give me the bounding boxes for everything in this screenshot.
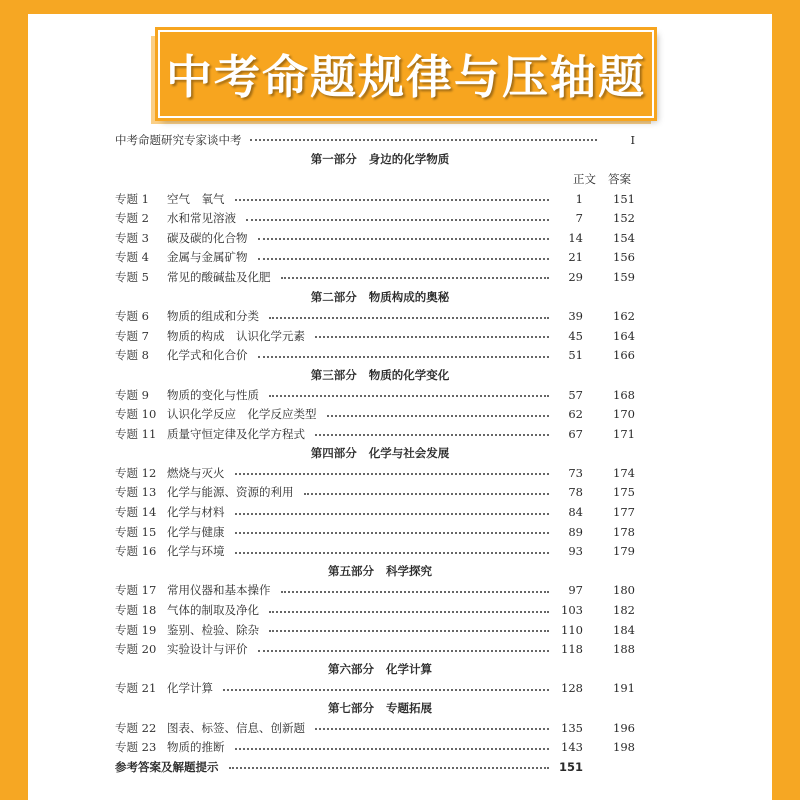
- topic-number: 专题 1: [115, 191, 149, 206]
- topic-title: 燃烧与灭火: [167, 465, 225, 480]
- dot-leader: [229, 766, 550, 769]
- part-label: 第六部分: [328, 661, 374, 676]
- part-name: 专题拓展: [386, 701, 432, 716]
- topic-page: 93: [568, 544, 583, 559]
- part-heading: [115, 150, 635, 170]
- part-heading: [115, 444, 635, 464]
- topic-title: 常用仪器和基本操作: [167, 583, 271, 598]
- dot-leader: [250, 138, 598, 141]
- answer-page: 178: [613, 524, 635, 539]
- topic-page: 57: [568, 387, 583, 402]
- dot-leader: [281, 276, 550, 279]
- dot-leader: [258, 355, 550, 358]
- dot-leader: [258, 237, 550, 240]
- answer-page: 179: [613, 544, 635, 559]
- answer-page: 191: [613, 681, 635, 696]
- topic-page: 29: [568, 269, 583, 284]
- topic-title: 实验设计与评价: [167, 642, 248, 657]
- topic-title: 图表、标签、信息、创新题: [167, 720, 305, 735]
- intro-entry: [115, 130, 635, 150]
- topic-page: 21: [568, 250, 583, 265]
- toc-entry: [115, 267, 635, 287]
- dot-leader: [315, 433, 549, 436]
- part-name: 物质的化学变化: [368, 367, 450, 382]
- answer-page: 188: [613, 642, 635, 657]
- toc-entry: [115, 541, 635, 561]
- toc-entry: [115, 306, 635, 326]
- topic-page: 62: [568, 407, 583, 422]
- toc-entry: [115, 502, 635, 522]
- topic-title: 认识化学反应 化学反应类型: [167, 407, 317, 422]
- dot-leader: [269, 394, 549, 397]
- column-answer-label: 答案: [608, 171, 631, 186]
- intro-title: 中考命题研究专家谈中考: [115, 132, 242, 147]
- topic-number: 专题 20: [115, 642, 157, 657]
- toc-entry: [115, 718, 635, 738]
- intro-page: Ⅰ: [630, 132, 635, 147]
- answer-page: 196: [613, 720, 635, 735]
- topic-page: 7: [575, 211, 583, 226]
- topic-title: 物质的变化与性质: [167, 387, 259, 402]
- topic-title: 化学与材料: [167, 505, 225, 520]
- part-heading: [115, 561, 635, 581]
- topic-number: 专题 4: [115, 250, 149, 265]
- topic-number: 专题 7: [115, 328, 149, 343]
- answer-page: 180: [613, 583, 635, 598]
- topic-page: 103: [561, 603, 583, 618]
- dot-leader: [235, 472, 550, 475]
- topic-page: 97: [568, 583, 583, 598]
- dot-leader: [304, 492, 550, 495]
- topic-page: 67: [568, 426, 583, 441]
- answer-page: 198: [613, 740, 635, 755]
- column-main-label: 正文: [573, 171, 596, 186]
- topic-number: 专题 14: [115, 505, 157, 520]
- topic-number: 专题 22: [115, 720, 157, 735]
- toc-entry: [115, 208, 635, 228]
- topic-title: 空气 氧气: [167, 191, 225, 206]
- topic-page: 118: [561, 642, 583, 657]
- answer-page: 170: [613, 407, 635, 422]
- part-label: 第七部分: [328, 701, 374, 716]
- topic-title: 金属与金属矿物: [167, 250, 248, 265]
- topic-number: 专题 5: [115, 269, 149, 284]
- part-heading: [115, 287, 635, 307]
- dot-leader: [281, 590, 550, 593]
- toc-entry: [115, 385, 635, 405]
- answer-page: 182: [613, 603, 635, 618]
- part-name: 科学探究: [386, 563, 432, 578]
- part-heading: [115, 698, 635, 718]
- topic-number: 专题 19: [115, 622, 157, 637]
- toc-entry: [115, 522, 635, 542]
- column-headers: [115, 169, 635, 189]
- topic-title: 化学计算: [167, 681, 213, 696]
- answers-page: 151: [558, 759, 583, 774]
- topic-number: 专题 17: [115, 583, 157, 598]
- toc-entry: [115, 189, 635, 209]
- topic-number: 专题 23: [115, 740, 157, 755]
- answer-page: 168: [613, 387, 635, 402]
- banner-title: 中考命题规律与压轴题: [166, 50, 646, 104]
- answer-page: 152: [613, 211, 635, 226]
- topic-title: 物质的推断: [167, 740, 225, 755]
- topic-page: 110: [561, 622, 583, 637]
- answer-page: 159: [613, 269, 635, 284]
- topic-number: 专题 10: [115, 407, 157, 422]
- dot-leader: [315, 335, 549, 338]
- part-name: 化学计算: [386, 661, 432, 676]
- topic-page: 39: [568, 309, 583, 324]
- dot-leader: [315, 727, 549, 730]
- toc-entry: [115, 346, 635, 366]
- title-banner: [158, 30, 654, 118]
- topic-number: 专题 13: [115, 485, 157, 500]
- toc-entry: [115, 248, 635, 268]
- part-label: 第一部分: [310, 152, 357, 167]
- topic-title: 水和常见溶液: [167, 211, 236, 226]
- toc-entry: [115, 424, 635, 444]
- toc-entry: [115, 679, 635, 699]
- toc-entry: [115, 737, 635, 757]
- topic-number: 专题 3: [115, 230, 149, 245]
- part-label: 第三部分: [310, 367, 357, 382]
- topic-page: 143: [561, 740, 583, 755]
- topic-page: 45: [568, 328, 583, 343]
- dot-leader: [235, 531, 550, 534]
- answer-page: 162: [613, 309, 635, 324]
- part-heading: [115, 365, 635, 385]
- answers-entry: [115, 757, 635, 777]
- topic-page: 1: [575, 191, 583, 206]
- answer-page: 177: [613, 505, 635, 520]
- toc-entry: [115, 483, 635, 503]
- toc-entry: [115, 620, 635, 640]
- toc-entry: [115, 228, 635, 248]
- topic-number: 专题 9: [115, 387, 149, 402]
- topic-number: 专题 11: [115, 426, 157, 441]
- part-heading: [115, 659, 635, 679]
- topic-number: 专题 8: [115, 348, 149, 363]
- topic-number: 专题 18: [115, 603, 157, 618]
- topic-number: 专题 21: [115, 681, 157, 696]
- topic-title: 化学式和化合价: [167, 348, 248, 363]
- toc-entry: [115, 326, 635, 346]
- topic-title: 物质的构成 认识化学元素: [167, 328, 305, 343]
- dot-leader: [327, 414, 550, 417]
- topic-title: 质量守恒定律及化学方程式: [167, 426, 305, 441]
- parts-container: [115, 150, 635, 757]
- dot-leader: [235, 512, 550, 515]
- topic-number: 专题 12: [115, 465, 157, 480]
- topic-page: 51: [568, 348, 583, 363]
- topic-page: 14: [568, 230, 583, 245]
- part-label: 第二部分: [310, 289, 357, 304]
- dot-leader: [235, 747, 550, 750]
- dot-leader: [235, 551, 550, 554]
- part-name: 化学与社会发展: [368, 446, 450, 461]
- part-name: 身边的化学物质: [368, 152, 450, 167]
- topic-page: 128: [561, 681, 583, 696]
- answer-page: 175: [613, 485, 635, 500]
- toc-entry: [115, 581, 635, 601]
- answer-page: 166: [613, 348, 635, 363]
- table-of-contents: [115, 130, 635, 777]
- answer-page: 174: [613, 465, 635, 480]
- dot-leader: [258, 257, 550, 260]
- topic-page: 89: [568, 524, 583, 539]
- answer-page: 171: [613, 426, 635, 441]
- part-label: 第四部分: [310, 446, 357, 461]
- topic-number: 专题 2: [115, 211, 149, 226]
- topic-title: 鉴别、检验、除杂: [167, 622, 259, 637]
- toc-entry: [115, 404, 635, 424]
- topic-title: 化学与健康: [167, 524, 225, 539]
- topic-number: 专题 16: [115, 544, 157, 559]
- answer-page: 156: [613, 250, 635, 265]
- topic-page: 73: [568, 465, 583, 480]
- toc-entry: [115, 600, 635, 620]
- answer-page: 151: [613, 191, 635, 206]
- topic-number: 专题 6: [115, 309, 149, 324]
- toc-entry: [115, 639, 635, 659]
- topic-title: 气体的制取及净化: [167, 603, 259, 618]
- part-name: 物质构成的奥秘: [368, 289, 450, 304]
- toc-entry: [115, 463, 635, 483]
- topic-title: 化学与能源、资源的利用: [167, 485, 294, 500]
- dot-leader: [269, 629, 549, 632]
- topic-page: 78: [568, 485, 583, 500]
- answer-page: 154: [613, 230, 635, 245]
- topic-page: 135: [561, 720, 583, 735]
- topic-title: 碳及碳的化合物: [167, 230, 248, 245]
- dot-leader: [223, 688, 549, 691]
- topic-title: 常见的酸碱盐及化肥: [167, 269, 271, 284]
- dot-leader: [235, 198, 550, 201]
- topic-number: 专题 15: [115, 524, 157, 539]
- dot-leader: [269, 610, 549, 613]
- topic-title: 物质的组成和分类: [167, 309, 259, 324]
- part-label: 第五部分: [328, 563, 374, 578]
- topic-page: 84: [568, 505, 583, 520]
- topic-title: 化学与环境: [167, 544, 225, 559]
- answers-title: 参考答案及解题提示: [115, 759, 219, 774]
- answer-page: 184: [613, 622, 635, 637]
- dot-leader: [246, 218, 549, 221]
- dot-leader: [258, 649, 550, 652]
- answer-page: 164: [613, 328, 635, 343]
- dot-leader: [269, 316, 549, 319]
